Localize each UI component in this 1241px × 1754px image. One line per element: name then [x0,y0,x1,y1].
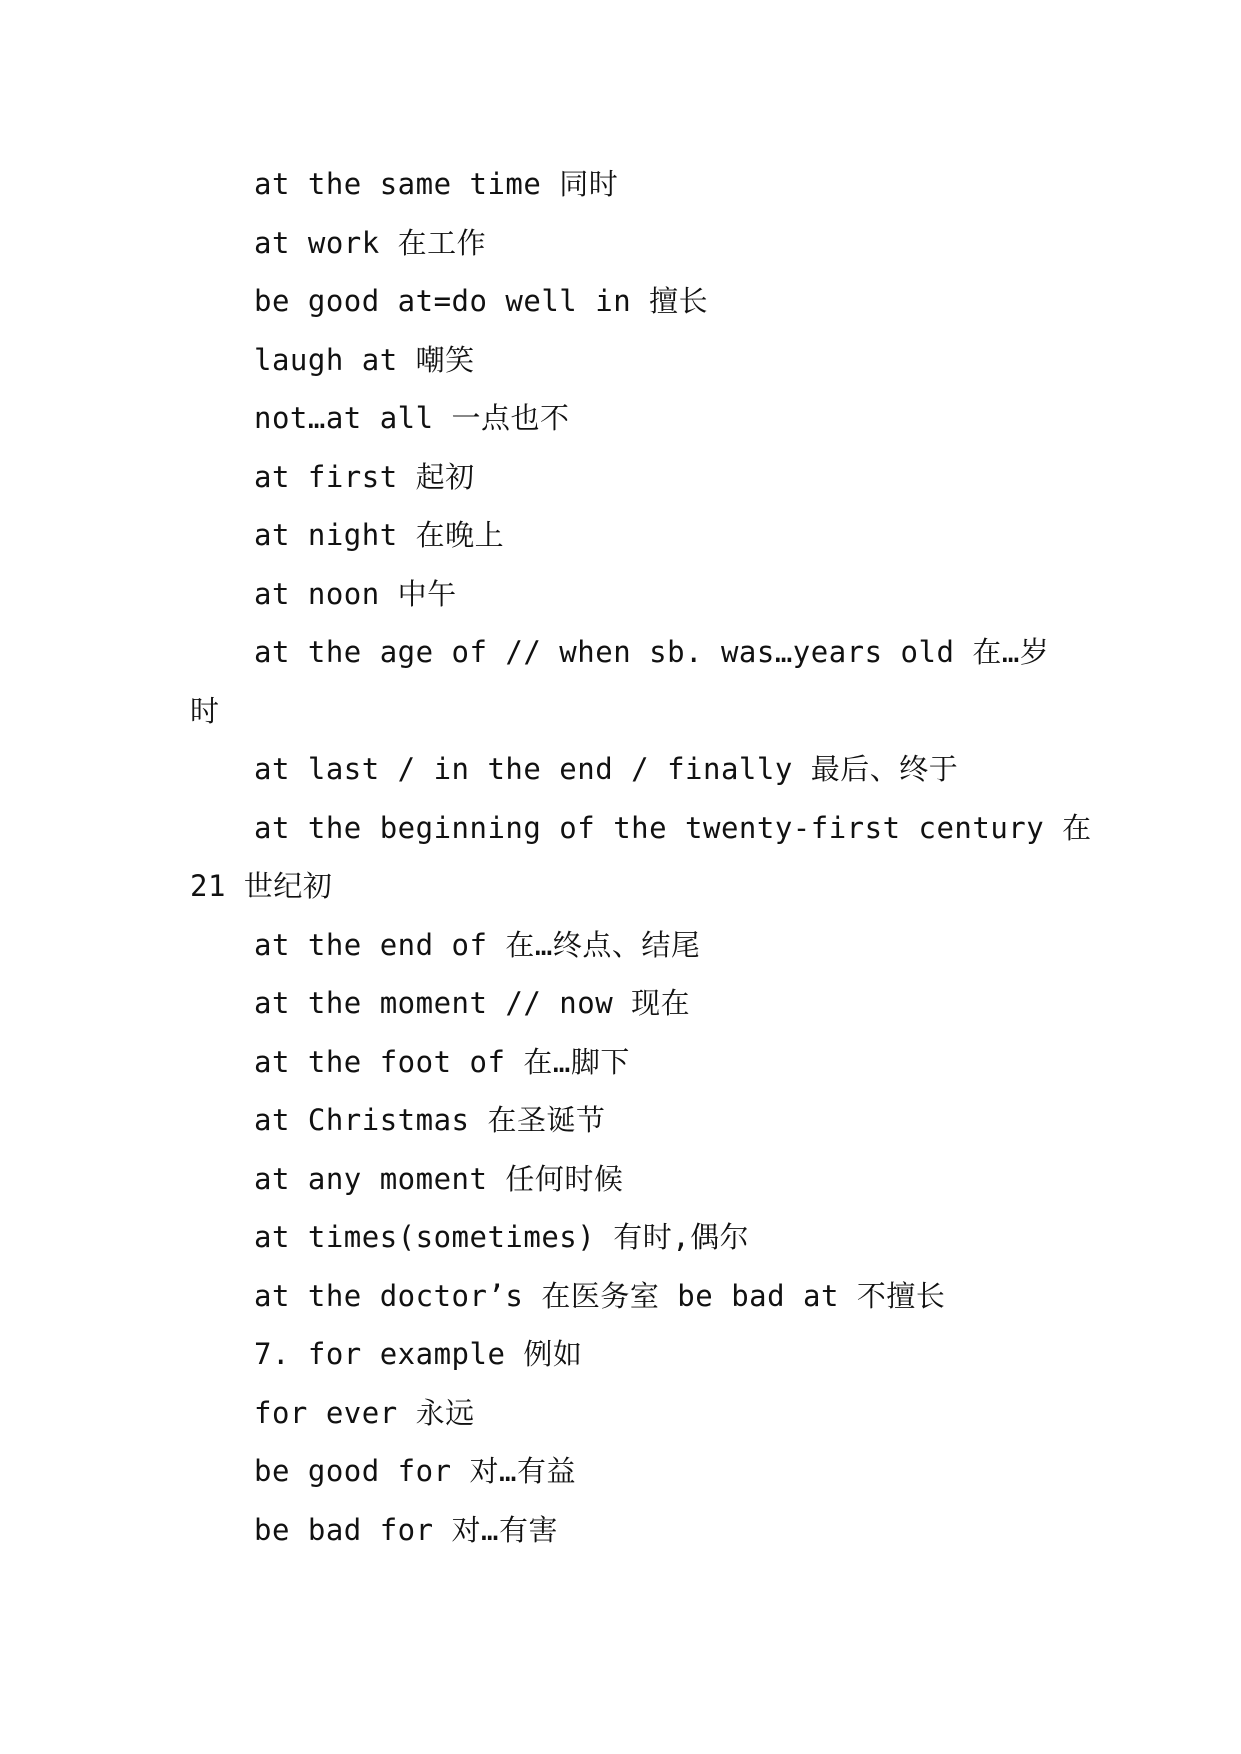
phrase-line: laugh at 嘲笑 [254,342,475,377]
phrase-line: for ever 永远 [254,1395,475,1430]
phrase-line-continuation: 21 世纪初 [190,869,333,903]
phrase-line: at first 起初 [254,459,475,494]
phrase-line: at times(sometimes) 有时,偶尔 [254,1220,750,1254]
phrase-line: at the moment // now 现在 [254,986,691,1020]
phrase-line: at the end of 在…终点、结尾 [254,927,701,962]
phrase-line: at the age of // when sb. was…years old 在…岁 [254,635,1050,669]
phrase-line: at the foot of 在…脚下 [254,1044,630,1079]
phrase-line: at work 在工作 [254,225,487,260]
phrase-line: at any moment 任何时候 [254,1161,624,1196]
phrase-list [190,155,1092,1559]
phrase-line-continuation: 时 [190,693,220,728]
phrase-line: at night 在晚上 [254,518,505,552]
phrase-line: at the same time 同时 [254,167,619,201]
phrase-line: not…at all 一点也不 [254,401,570,435]
phrase-line: be good at=do well in 擅长 [254,284,709,318]
section-heading-line: 7. for example 例如 [254,1337,583,1371]
phrase-line: be bad for 对…有害 [254,1512,559,1547]
phrase-line: be good for 对…有益 [254,1454,576,1488]
phrase-line: at the doctor’s 在医务室 be bad at 不擅长 [254,1278,946,1313]
phrase-line: at the beginning of the twenty-first century 在 [254,810,1092,845]
phrase-line: at noon 中午 [254,576,457,611]
phrase-line: at last / in the end / finally 最后、终于 [254,752,959,786]
phrase-line: at Christmas 在圣诞节 [254,1103,606,1137]
